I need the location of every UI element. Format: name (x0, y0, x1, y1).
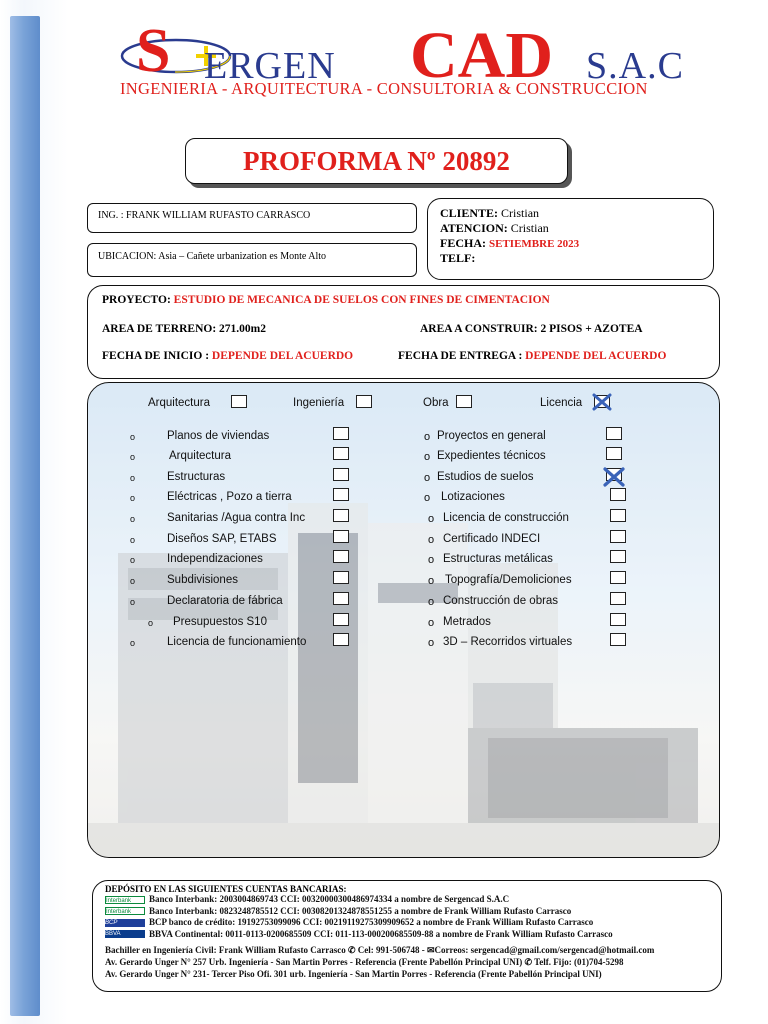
category-checkbox-licencia[interactable] (594, 395, 610, 408)
category-checkbox-obra[interactable] (456, 395, 472, 408)
service-bullet: o (130, 576, 136, 586)
fecha-entrega-row (398, 350, 666, 362)
service-checkbox[interactable] (333, 468, 349, 481)
service-checkbox[interactable] (333, 509, 349, 522)
service-label: Arquitectura (169, 450, 232, 462)
service-label: 3D – Recorridos virtuales (443, 636, 573, 648)
service-bullet: o (424, 492, 431, 504)
engineer-box (87, 203, 417, 233)
service-label: Subdivisiones (167, 574, 238, 586)
location-box (87, 243, 417, 277)
bank-logo: Interbank (105, 907, 145, 915)
location-text: UBICACION: Asia – Cañete urbanization es Monte Alto (98, 251, 327, 262)
service-bullet: o (130, 535, 136, 545)
bank-account-text: BCP banco de crédito: 19192753099096 CCI: 00219119275309909652 a nombre de Frank William Rufasto Carrasco (149, 917, 594, 927)
service-checkbox[interactable] (610, 488, 626, 501)
service-checkbox[interactable] (333, 592, 349, 605)
service-label: Lotizaciones (441, 491, 505, 503)
service-checkbox[interactable] (610, 592, 626, 605)
bank-account-row (105, 894, 509, 904)
telf-label: TELF: (440, 251, 476, 265)
client-row (440, 206, 539, 221)
client-box (427, 198, 714, 280)
category-label-licencia: Licencia (540, 397, 583, 409)
bank-logo: BBVA (105, 930, 145, 938)
service-label: Metrados (443, 616, 491, 628)
bank-account-text: BBVA Continental: 0011-0113-0200685509 CCI: 011-113-000200685509-88 a nombre de Frank William Rufasto Carrasco (149, 928, 613, 939)
service-checkbox[interactable] (333, 530, 349, 543)
bank-account-row (105, 906, 571, 916)
service-checkbox[interactable] (333, 488, 349, 501)
service-bullet: o (424, 451, 431, 463)
category-checkbox-ingenieria[interactable] (356, 395, 372, 408)
fecha-inicio-row (102, 350, 353, 362)
service-bullet: o (428, 617, 435, 629)
service-label: Proyectos en general (437, 430, 546, 442)
contact-line: Av. Gerardo Unger N° 231- Tercer Piso Ofi. 301 urb. Ingeniería - San Martin Porres - Referencia (Frente Pabellón Principal UNI) (105, 968, 602, 979)
service-label: Estudios de suelos (437, 471, 534, 483)
service-checkbox[interactable] (610, 613, 626, 626)
fecha-entrega-label: FECHA DE ENTREGA : (398, 350, 523, 362)
service-label: Diseños SAP, ETABS (167, 533, 277, 545)
service-bullet: o (428, 637, 435, 649)
fecha-value: SETIEMBRE 2023 (489, 238, 580, 250)
service-bullet: o (130, 638, 136, 648)
service-label: Topografía/Demoliciones (445, 574, 572, 586)
service-checkbox[interactable] (333, 427, 349, 440)
atencion-value: Cristian (510, 221, 549, 235)
client-value: Cristian (501, 206, 540, 220)
service-bullet: o (148, 618, 154, 628)
bank-account-row (105, 929, 613, 939)
service-bullet: o (130, 493, 136, 503)
service-checkbox[interactable] (606, 427, 622, 440)
bank-account-text: Banco Interbank: 2003004869743 CCI: 00320000300486974334 a nombre de Sergencad S.A.C (149, 894, 510, 904)
service-bullet: o (428, 575, 435, 587)
project-box (87, 285, 720, 379)
category-label-obra: Obra (423, 397, 449, 409)
proyecto-label: PROYECTO: (102, 294, 171, 306)
service-checkbox[interactable] (333, 447, 349, 460)
service-label: Licencia de funcionamiento (167, 636, 307, 648)
engineer-name: ING. : FRANK WILLIAM RUFASTO CARRASCO (98, 210, 311, 221)
service-checkbox[interactable] (610, 509, 626, 522)
service-label: Certificado INDECI (443, 533, 541, 545)
service-checkbox[interactable] (333, 633, 349, 646)
service-checkbox[interactable] (606, 468, 622, 481)
service-bullet: o (130, 432, 136, 442)
category-label-ingenieria: Ingeniería (293, 397, 345, 409)
service-label: Construcción de obras (443, 595, 559, 607)
logo-letter-s: S (136, 17, 171, 85)
service-bullet: o (428, 513, 435, 525)
proforma-title: PROFORMA Nº 20892 (243, 146, 510, 176)
service-label: Expedientes técnicos (437, 450, 546, 462)
proforma-title-box (185, 138, 568, 184)
bank-logo: Interbank (105, 896, 145, 904)
area-terreno: AREA DE TERRENO: 271.00m2 (102, 323, 266, 335)
bank-account-row (105, 917, 593, 927)
atencion-label: ATENCION: (440, 221, 508, 235)
service-label: Estructuras metálicas (443, 553, 553, 565)
bank-account-text: Banco Interbank: 0823248785512 CCI: 00308201324878551255 a nombre de Frank William Rufasto Carrasco (149, 905, 572, 916)
area-construir: AREA A CONSTRUIR: 2 PISOS + AZOTEA (420, 323, 643, 335)
service-bullet: o (424, 431, 431, 443)
service-checkbox[interactable] (333, 571, 349, 584)
service-label: Sanitarias /Agua contra Inc (167, 512, 306, 524)
service-label: Planos de viviendas (167, 430, 270, 442)
service-bullet: o (428, 596, 435, 608)
contact-line: Bachiller en Ingeniería Civil: Frank William Rufasto Carrasco ✆ Cel: 991-506748 - ✉Correos: sergencad@gmail.com/sergencad@hotmail.com (105, 945, 655, 955)
proyecto-row (102, 294, 550, 306)
service-checkbox[interactable] (610, 550, 626, 563)
service-checkbox[interactable] (606, 447, 622, 460)
sidebar-blue-bar (10, 16, 40, 1016)
atencion-row (440, 221, 549, 236)
category-label-arquitectura: Arquitectura (148, 397, 211, 409)
service-label: Declaratoria de fábrica (167, 595, 283, 607)
service-bullet: o (130, 452, 136, 462)
service-label: Licencia de construcción (443, 512, 569, 524)
service-bullet: o (130, 555, 136, 565)
telf-row (440, 251, 475, 266)
service-checkbox[interactable] (610, 633, 626, 646)
deposits-heading: DEPÓSITO EN LAS SIGUIENTES CUENTAS BANCARIAS: (105, 884, 347, 894)
service-bullet: o (428, 534, 435, 546)
cross-mark-icon (591, 392, 613, 412)
logo-word-ergen: ERGEN (204, 45, 336, 87)
service-checkbox[interactable] (333, 613, 349, 626)
fecha-inicio-value: DEPENDE DEL ACUERDO (211, 350, 354, 362)
logo-word-cad: CAD (410, 19, 553, 92)
fecha-row (440, 236, 579, 251)
cross-mark-icon (602, 466, 626, 488)
logo-word-sac: S.A.C (586, 45, 684, 87)
service-label: Independizaciones (167, 553, 263, 565)
company-tagline: INGENIERIA - ARQUITECTURA - CONSULTORIA & CONSTRUCCION (120, 79, 648, 98)
service-bullet: o (130, 473, 136, 483)
service-label: Estructuras (167, 471, 226, 483)
service-checkbox[interactable] (610, 530, 626, 543)
service-label: Presupuestos S10 (173, 616, 267, 628)
contact-line: Av. Gerardo Unger N° 257 Urb. Ingeniería - San Martin Porres - Referencia (Frente Pabellón Principal UNI) ✆ Telf. Fijo: (01)704-5298 (105, 956, 624, 967)
fecha-inicio-label: FECHA DE INICIO : (102, 350, 210, 362)
service-bullet: o (130, 514, 136, 524)
service-bullet: o (130, 597, 136, 607)
bank-logo: BCP (105, 919, 145, 927)
category-checkbox-arquitectura[interactable] (231, 395, 247, 408)
service-bullet: o (424, 472, 431, 484)
service-label: Eléctricas , Pozo a tierra (167, 491, 292, 503)
proyecto-value: ESTUDIO DE MECANICA DE SUELOS CON FINES DE CIMENTACION (173, 294, 550, 306)
service-checkbox[interactable] (333, 550, 349, 563)
fecha-label: FECHA: (440, 236, 486, 250)
service-checkbox[interactable] (610, 571, 626, 584)
client-label: CLIENTE: (440, 206, 499, 220)
fecha-entrega-value: DEPENDE DEL ACUERDO (525, 350, 667, 362)
service-bullet: o (428, 554, 435, 566)
